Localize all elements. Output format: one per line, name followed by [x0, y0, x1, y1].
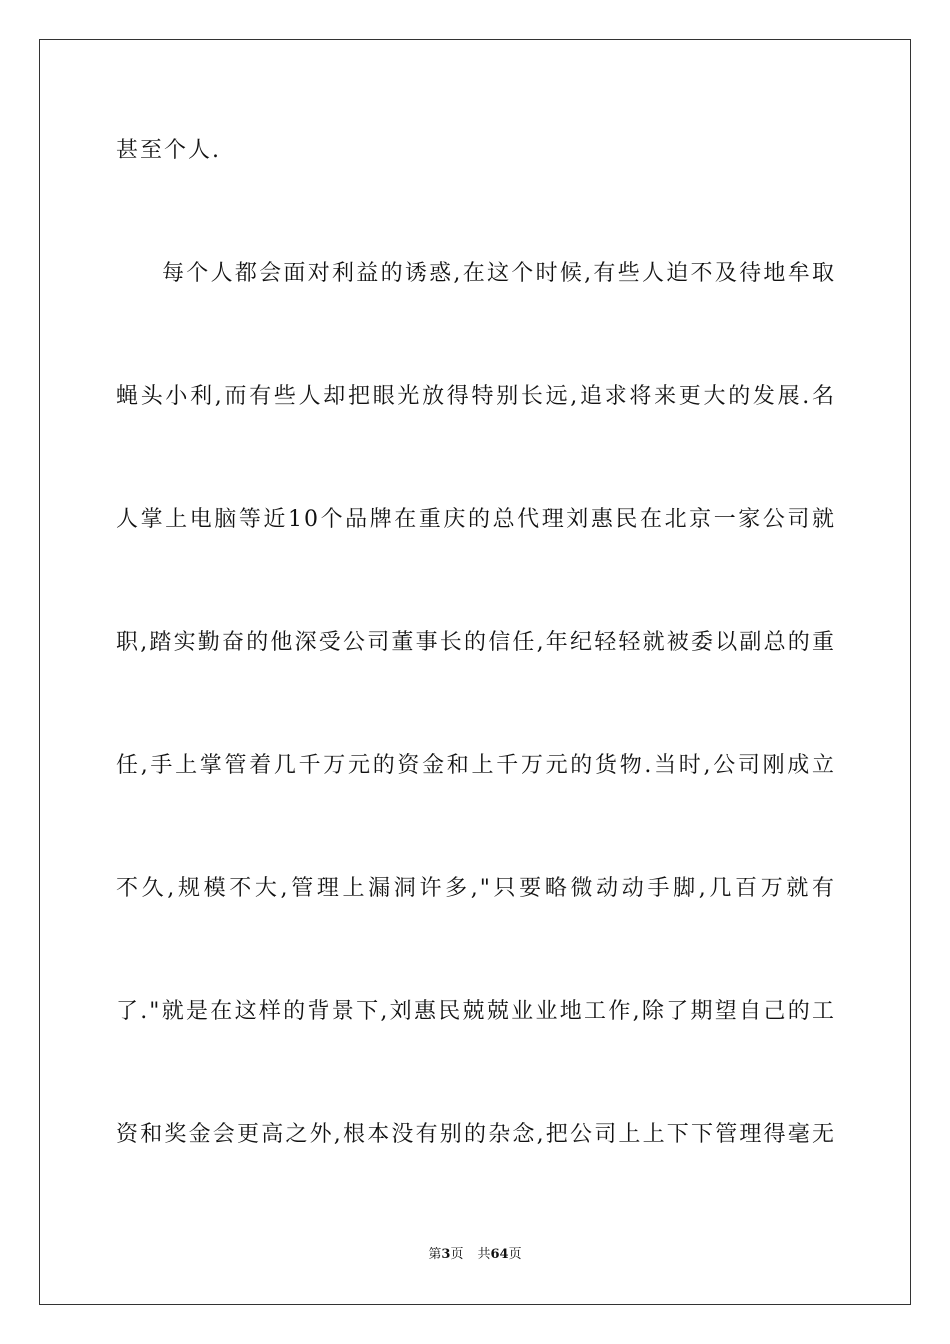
text-line-3: 蝇头小利,而有些人却把眼光放得特别长远,追求将来更大的发展.名	[116, 384, 836, 409]
text-line-8: 了."就是在这样的背景下,刘惠民兢兢业业地工作,除了期望自己的工	[116, 999, 836, 1024]
text-line-4: 人掌上电脑等近10个品牌在重庆的总代理刘惠民在北京一家公司就	[116, 507, 836, 532]
text-line-1: 甚至个人.	[116, 138, 221, 163]
page-suffix: 页	[450, 1247, 464, 1262]
page-footer	[0, 1245, 950, 1265]
page-prefix: 第	[428, 1247, 442, 1262]
text-line-5: 职,踏实勤奋的他深受公司董事长的信任,年纪轻轻就被委以副总的重	[116, 630, 836, 655]
text-line-2: 每个人都会面对利益的诱惑,在这个时候,有些人迫不及待地牟取	[162, 261, 836, 286]
text-line-9: 资和奖金会更高之外,根本没有别的杂念,把公司上上下下管理得毫无	[116, 1122, 836, 1147]
text-line-7: 不久,规模不大,管理上漏洞许多,"只要略微动动手脚,几百万就有	[116, 876, 836, 901]
total-suffix: 页	[508, 1247, 522, 1262]
text-line-6: 任,手上掌管着几千万元的资金和上千万元的货物.当时,公司刚成立	[116, 753, 836, 778]
total-pages: 64	[490, 1247, 509, 1262]
page-number: 3	[441, 1247, 451, 1262]
total-prefix: 共	[477, 1247, 491, 1262]
